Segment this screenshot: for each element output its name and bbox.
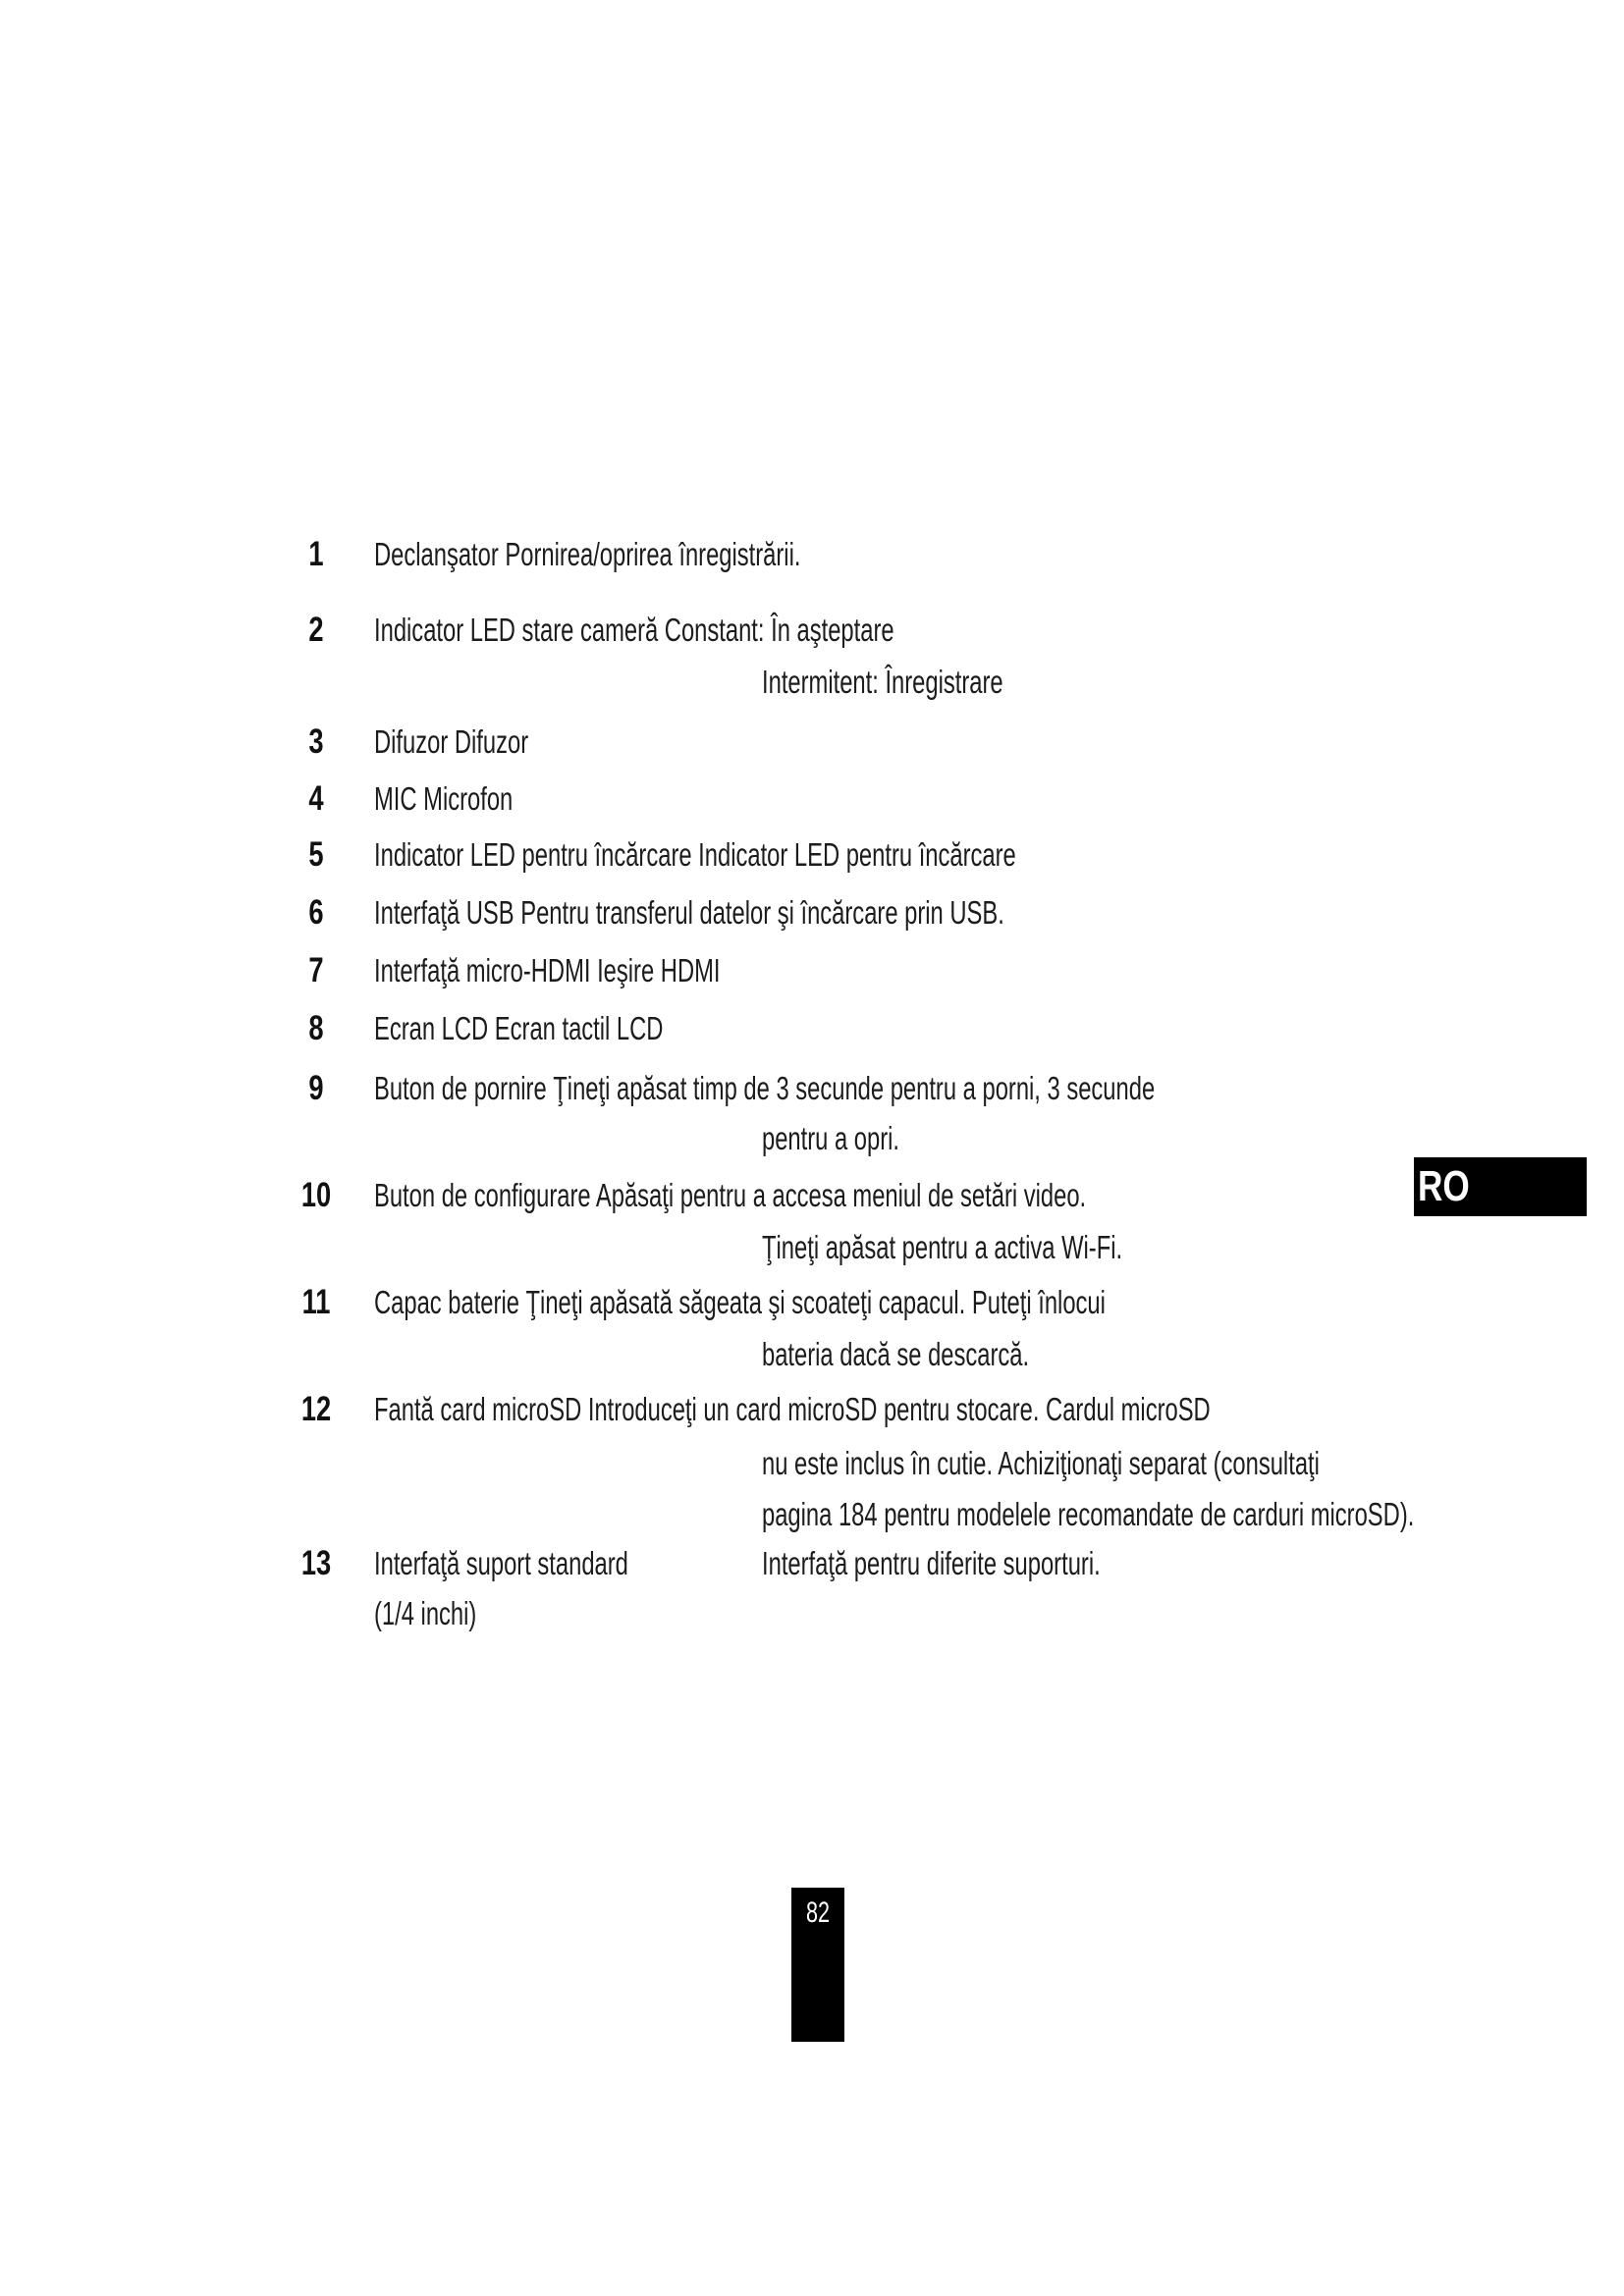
item-text: Buton de configurare Apăsaţi pentru a accesa meniul de setări video.: [374, 1177, 1087, 1213]
item-text: Ecran LCD Ecran tactil LCD: [374, 1010, 664, 1046]
item-number: 9: [308, 1069, 324, 1107]
item-number: 3: [308, 722, 324, 761]
item-text: MIC Microfon: [374, 780, 514, 817]
item-number: 13: [300, 1544, 332, 1582]
page-number: 82: [805, 1896, 831, 1929]
item-text-continued: nu este inclus în cutie. Achiziţionaţi separat (consultaţi: [762, 1445, 1320, 1481]
item-number: 8: [308, 1009, 324, 1047]
item-number: 1: [308, 535, 324, 573]
item-text-continued: Intermitent: Înregistrare: [762, 664, 1003, 700]
item-text: Interfaţă suport standard: [374, 1545, 628, 1581]
item-text-continued: bateria dacă se descarcă.: [762, 1336, 1030, 1372]
item-text: Declanşator Pornirea/oprirea înregistrării.: [374, 536, 801, 572]
item-number: 11: [301, 1283, 331, 1321]
item-text-continued: pagina 184 pentru modelele recomandate de carduri microSD).: [762, 1496, 1415, 1532]
item-text-continued: Ţineţi apăsat pentru a activa Wi-Fi.: [762, 1229, 1123, 1265]
item-text: Interfaţă micro-HDMI Ieşire HDMI: [374, 952, 721, 988]
item-text: Fantă card microSD Introduceţi un card microSD pentru stocare. Cardul microSD: [374, 1391, 1211, 1427]
item-text: Indicator LED stare cameră Constant: În aşteptare: [374, 612, 894, 648]
item-number: 5: [308, 835, 324, 874]
item-number: 2: [308, 611, 324, 649]
item-text: Difuzor Difuzor: [374, 723, 529, 760]
item-text-continued: pentru a opri.: [762, 1120, 900, 1156]
language-tab: [1414, 1157, 1587, 1216]
item-text: Capac baterie Ţineţi apăsată săgeata şi scoateţi capacul. Puteţi înlocui: [374, 1284, 1106, 1320]
language-code: RO: [1418, 1162, 1470, 1210]
item-text: Indicator LED pentru încărcare Indicator LED pentru încărcare: [374, 836, 1016, 873]
item-number: 4: [308, 779, 324, 818]
page-number-tab: [791, 1888, 844, 2042]
item-description: Interfaţă pentru diferite suporturi.: [762, 1545, 1101, 1581]
item-number: 10: [300, 1176, 332, 1214]
item-number: 12: [300, 1390, 332, 1428]
item-text: Buton de pornire Ţineţi apăsat timp de 3 secunde pentru a porni, 3 secunde: [374, 1070, 1156, 1106]
item-number: 7: [308, 951, 324, 989]
item-text-continued: (1/4 inchi): [374, 1595, 477, 1631]
item-number: 6: [308, 893, 324, 932]
item-text: Interfaţă USB Pentru transferul datelor şi încărcare prin USB.: [374, 894, 1004, 931]
